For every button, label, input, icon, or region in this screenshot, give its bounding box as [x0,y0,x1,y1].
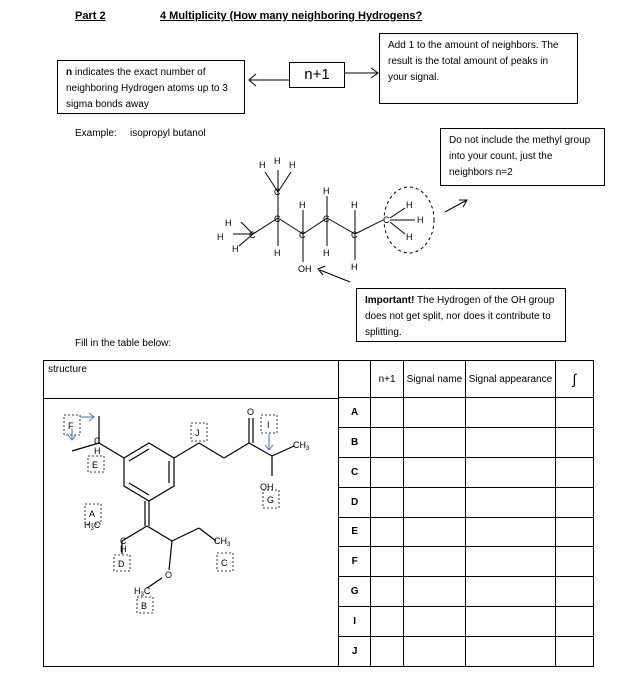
tag-f: F [68,421,74,431]
h-atom: H [289,160,296,170]
integral-cell[interactable] [555,517,593,547]
tag-j: J [195,428,200,438]
row-label: A [339,398,371,428]
integral-cell[interactable] [555,607,593,637]
oh-group: OH [260,482,274,492]
info-arrows [240,60,390,100]
example-compound-name: isopropyl butanol [130,128,206,139]
h-atom: H [274,156,281,166]
col-header-integral: ∫ [555,361,593,398]
important-note-box [356,288,566,342]
tag-d: D [118,559,125,569]
h-atom: H [417,215,424,225]
signal-name-cell[interactable] [403,607,465,637]
c-atom: C [351,230,358,240]
c-atom: C [299,230,306,240]
signal-name-cell[interactable] [403,547,465,577]
svg-text:H3C [134,586,151,598]
c-atom: C [120,536,127,546]
svg-text:H3C [84,520,101,532]
n1-cell[interactable] [371,457,404,487]
svg-text:CH3 [293,440,310,452]
structure-molecule [44,398,338,666]
signal-appearance-cell[interactable] [465,577,555,607]
important-text: The Hydrogen of the OH group does not get split, nor does it contribute to splitting. [365,295,555,338]
important-label: Important! [365,295,415,306]
signal-appearance-cell[interactable] [465,427,555,457]
h-atom: H [94,446,101,456]
o-atom: O [247,407,255,417]
signal-appearance-cell[interactable] [465,547,555,577]
n1-cell[interactable] [371,577,404,607]
example-label: Example: [75,128,117,139]
section-title: 4 Multiplicity (How many neighboring Hydrogens? [160,10,423,22]
col-header-n1: n+1 [371,361,404,398]
c-atom: C [274,214,281,224]
h-atom: H [259,160,266,170]
c-atom: C [249,230,256,240]
col-header-signal-name: Signal name [403,361,465,398]
n1-cell[interactable] [371,487,404,517]
h3c-label: H [84,520,91,530]
row-label: C [339,457,371,487]
integral-cell[interactable] [555,457,593,487]
ch3-label: CH [293,440,306,450]
signal-appearance-cell[interactable] [465,457,555,487]
h-atom: H [120,544,127,554]
col-header-signal-appearance: Signal appearance [465,361,555,398]
signal-name-cell[interactable] [403,427,465,457]
subscript-3: 3 [90,526,94,532]
signal-name-cell[interactable] [403,457,465,487]
corner-cell [339,361,371,398]
n-definition-text: indicates the exact number of neighboring Hydrogen atoms up to 3 sigma bonds away [66,67,228,110]
n-symbol: n [66,67,73,78]
n1-cell[interactable] [371,427,404,457]
h-atom: H [217,232,224,242]
n-plus-one-box: n+1 [289,62,345,88]
signal-name-cell[interactable] [403,487,465,517]
row-label: F [339,547,371,577]
oh-group: OH [298,264,312,274]
h-atom: H [406,232,413,242]
signal-name-cell[interactable] [403,637,465,667]
example-molecule [205,150,470,285]
row-label: E [339,517,371,547]
subscript-3: 3 [227,542,231,548]
methyl-note-box: Do not include the methyl group into your count, just the neighbors n=2 [440,128,605,186]
n1-cell[interactable] [371,607,404,637]
signal-name-cell[interactable] [403,577,465,607]
c-atom: C [143,586,151,596]
h-atom: H [323,248,330,258]
part-heading: Part 2 [75,10,106,22]
n1-cell[interactable] [371,398,404,428]
signal-appearance-cell[interactable] [465,487,555,517]
tag-e: E [92,460,99,470]
h-atom: H [323,186,330,196]
answer-table [338,360,594,667]
c-atom: C [93,520,101,530]
tag-g: G [267,495,275,505]
ch3-label: CH [214,536,227,546]
add-one-box: Add 1 to the amount of neighbors. The result is the total amount of peaks in your signal. [379,33,578,104]
h-atom: H [406,200,413,210]
h-atom: H [274,248,281,258]
subscript-3: 3 [140,592,144,598]
h-atom: H [299,200,306,210]
svg-text:CH3 [214,536,231,548]
integral-cell[interactable] [555,547,593,577]
tag-a: A [89,509,96,519]
h-atom: H [351,262,358,272]
o-atom: O [165,570,173,580]
c-atom: C [323,214,330,224]
h-atom: H [351,200,358,210]
row-label: G [339,577,371,607]
n-definition-box [57,60,245,114]
subscript-3: 3 [306,446,310,452]
integral-cell[interactable] [555,427,593,457]
integral-cell[interactable] [555,487,593,517]
integral-cell[interactable] [555,577,593,607]
signal-appearance-cell[interactable] [465,398,555,428]
c-atom: C [274,187,281,197]
h-atom: H [225,218,232,228]
h3c-label: H [134,586,141,596]
n1-cell[interactable] [371,517,404,547]
signal-appearance-cell[interactable] [465,517,555,547]
signal-name-cell[interactable] [403,517,465,547]
fill-prompt: Fill in the table below: [75,338,172,349]
n1-cell[interactable] [371,547,404,577]
signal-appearance-cell[interactable] [465,607,555,637]
c-atom: C [94,436,101,446]
row-label: J [339,637,371,667]
signal-appearance-cell[interactable] [465,637,555,667]
signal-name-cell[interactable] [403,398,465,428]
h-atom: H [232,244,239,254]
structure-header: structure [48,364,87,375]
tag-i: I [267,420,270,430]
tag-b: B [141,601,148,611]
integral-cell[interactable] [555,637,593,667]
row-label: D [339,487,371,517]
integral-cell[interactable] [555,398,593,428]
tag-c: C [221,558,228,568]
n1-cell[interactable] [371,637,404,667]
row-label: I [339,607,371,637]
row-label: B [339,427,371,457]
c-atom: C [383,215,390,225]
